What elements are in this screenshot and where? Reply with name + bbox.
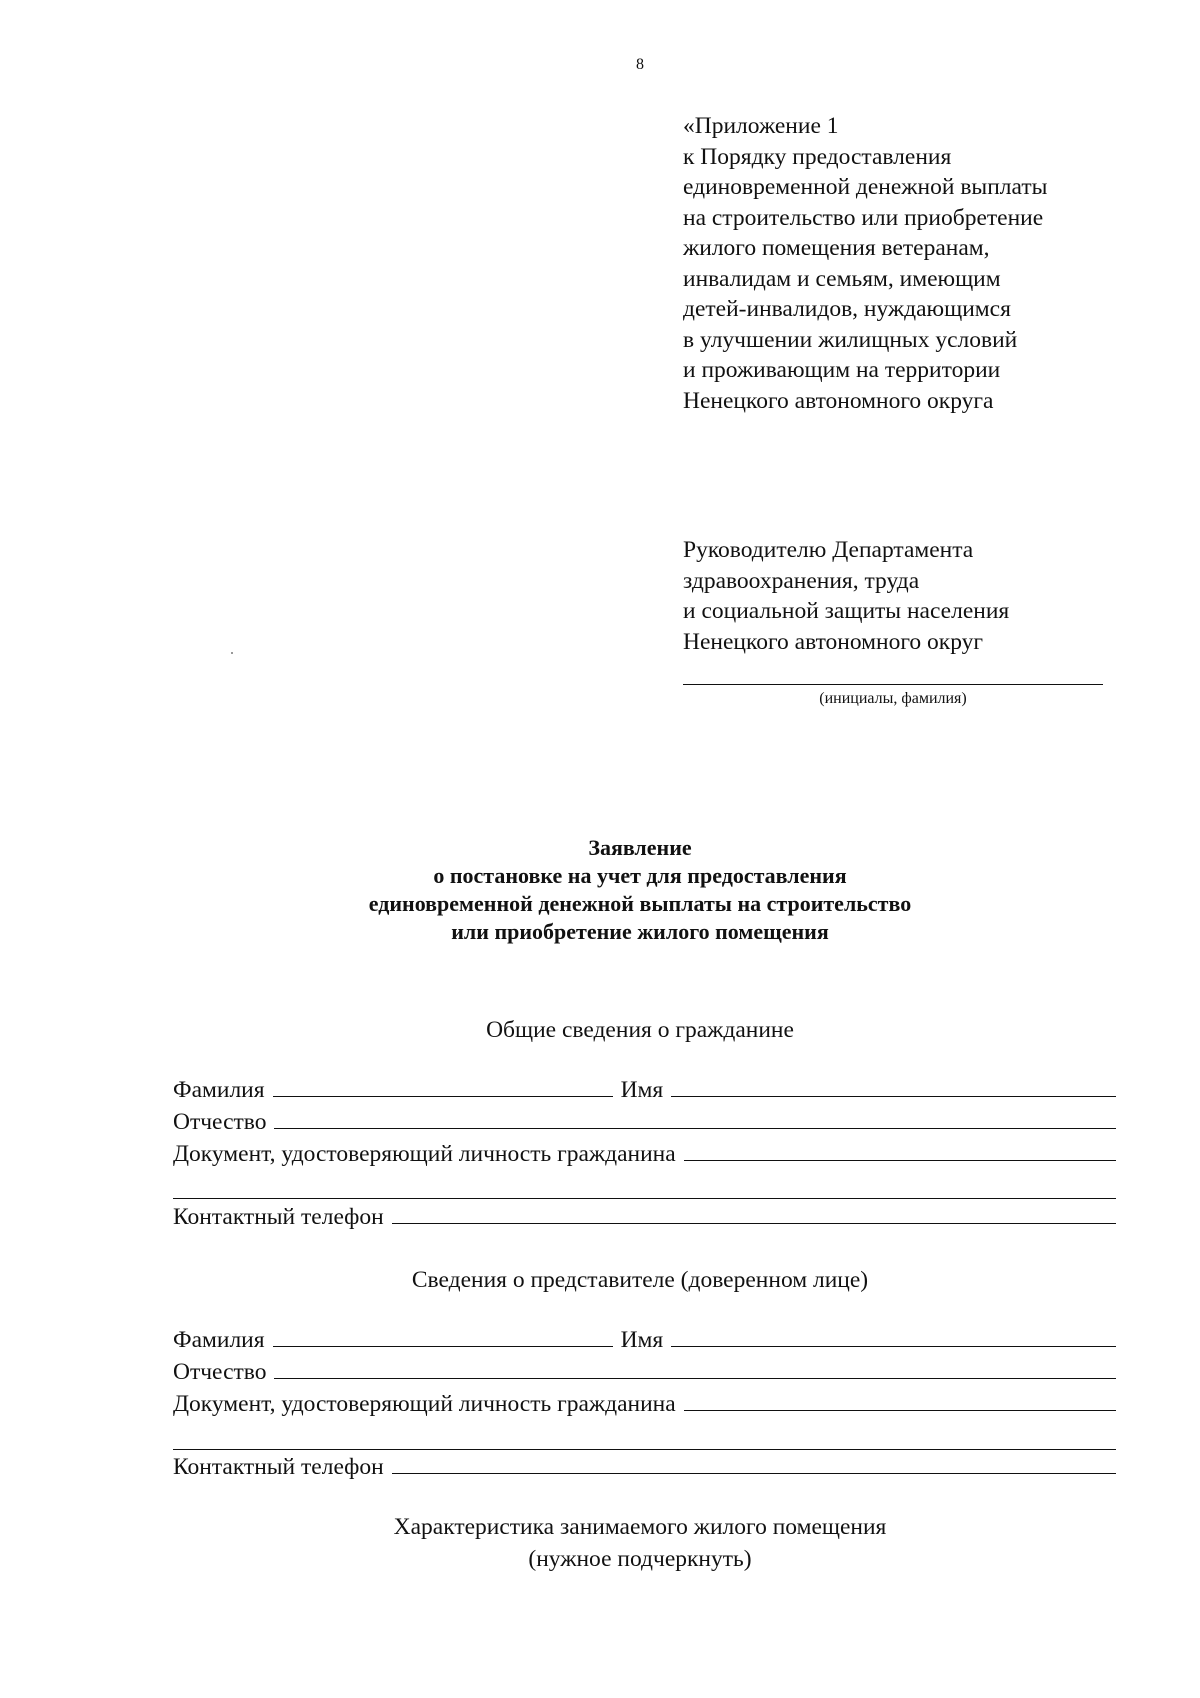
title-line: единовременной денежной выплаты на строительство [368,891,912,916]
representative-document-row [173,1388,1116,1420]
addressee-line: Руководителю Департамента [683,537,974,563]
citizen-patronymic-field[interactable] [274,1106,1116,1129]
page-number: 8 [636,56,644,73]
representative-section-heading: Сведения о представителе (доверенном лице) [411,1267,869,1293]
representative-phone-field[interactable] [392,1451,1116,1474]
citizen-patronymic-row [173,1106,1116,1138]
citizen-document-row [173,1138,1116,1170]
title-line: или приобретение жилого помещения [451,919,829,944]
document-label: Документ, удостоверяющий личность гражданина [173,1391,676,1417]
title-line: Заявление [588,835,692,860]
addressee-line: здравоохранения, труда [683,567,920,594]
citizen-surname-field[interactable] [273,1074,613,1097]
citizen-phone-row [173,1201,1116,1233]
scan-speck [231,652,233,654]
document-title [0,834,1200,946]
surname-label: Фамилия [173,1327,265,1353]
representative-name-row [173,1324,1116,1356]
representative-phone-row [173,1451,1116,1483]
addressee-signature-field[interactable] [683,684,1103,685]
phone-label: Контактный телефон [173,1454,384,1480]
representative-document-continuation-field[interactable] [173,1449,1116,1450]
appendix-line: Ненецкого автономного округа [683,387,994,414]
signature-caption: (инициалы, фамилия) [819,690,967,707]
name-label: Имя [620,1327,664,1353]
citizen-section-heading: Общие сведения о гражданине [486,1017,794,1043]
representative-document-field[interactable] [684,1388,1116,1411]
addressee-line: и социальной защиты населения [683,598,1010,624]
addressee-line: Ненецкого автономного округ [683,628,984,655]
appendix-line: к Порядку предоставления [683,143,952,170]
addressee-block [683,535,1009,657]
appendix-reference [683,111,1047,416]
citizen-document-field[interactable] [684,1138,1116,1161]
appendix-line: детей-инвалидов, нуждающимся [683,296,1011,322]
representative-patronymic-field[interactable] [274,1356,1116,1379]
name-label: Имя [620,1077,664,1103]
appendix-line: «Приложение 1 [683,113,839,139]
appendix-line: на строительство или приобретение [683,204,1044,231]
representative-surname-field[interactable] [273,1324,613,1347]
appendix-line: единовременной денежной выплаты [683,174,1048,200]
document-label: Документ, удостоверяющий личность гражданина [173,1141,676,1167]
title-line: о постановке на учет для предоставления [433,863,847,888]
appendix-line: жилого помещения ветеранам, [683,235,990,261]
citizen-document-continuation-field[interactable] [173,1198,1116,1199]
phone-label: Контактный телефон [173,1204,384,1230]
citizen-name-row [173,1074,1116,1106]
appendix-line: и проживающим на территории [683,357,1001,383]
housing-section-subheading: (нужное подчеркнуть) [528,1546,752,1572]
citizen-phone-field[interactable] [392,1201,1116,1224]
appendix-line: инвалидам и семьям, имеющим [683,265,1001,292]
representative-name-field[interactable] [671,1324,1116,1347]
citizen-name-field[interactable] [671,1074,1116,1097]
patronymic-label: Отчество [173,1359,267,1385]
surname-label: Фамилия [173,1077,265,1103]
representative-patronymic-row [173,1356,1116,1388]
patronymic-label: Отчество [173,1109,267,1135]
appendix-line: в улучшении жилищных условий [683,326,1018,353]
housing-section-heading: Характеристика занимаемого жилого помещения [393,1514,887,1540]
